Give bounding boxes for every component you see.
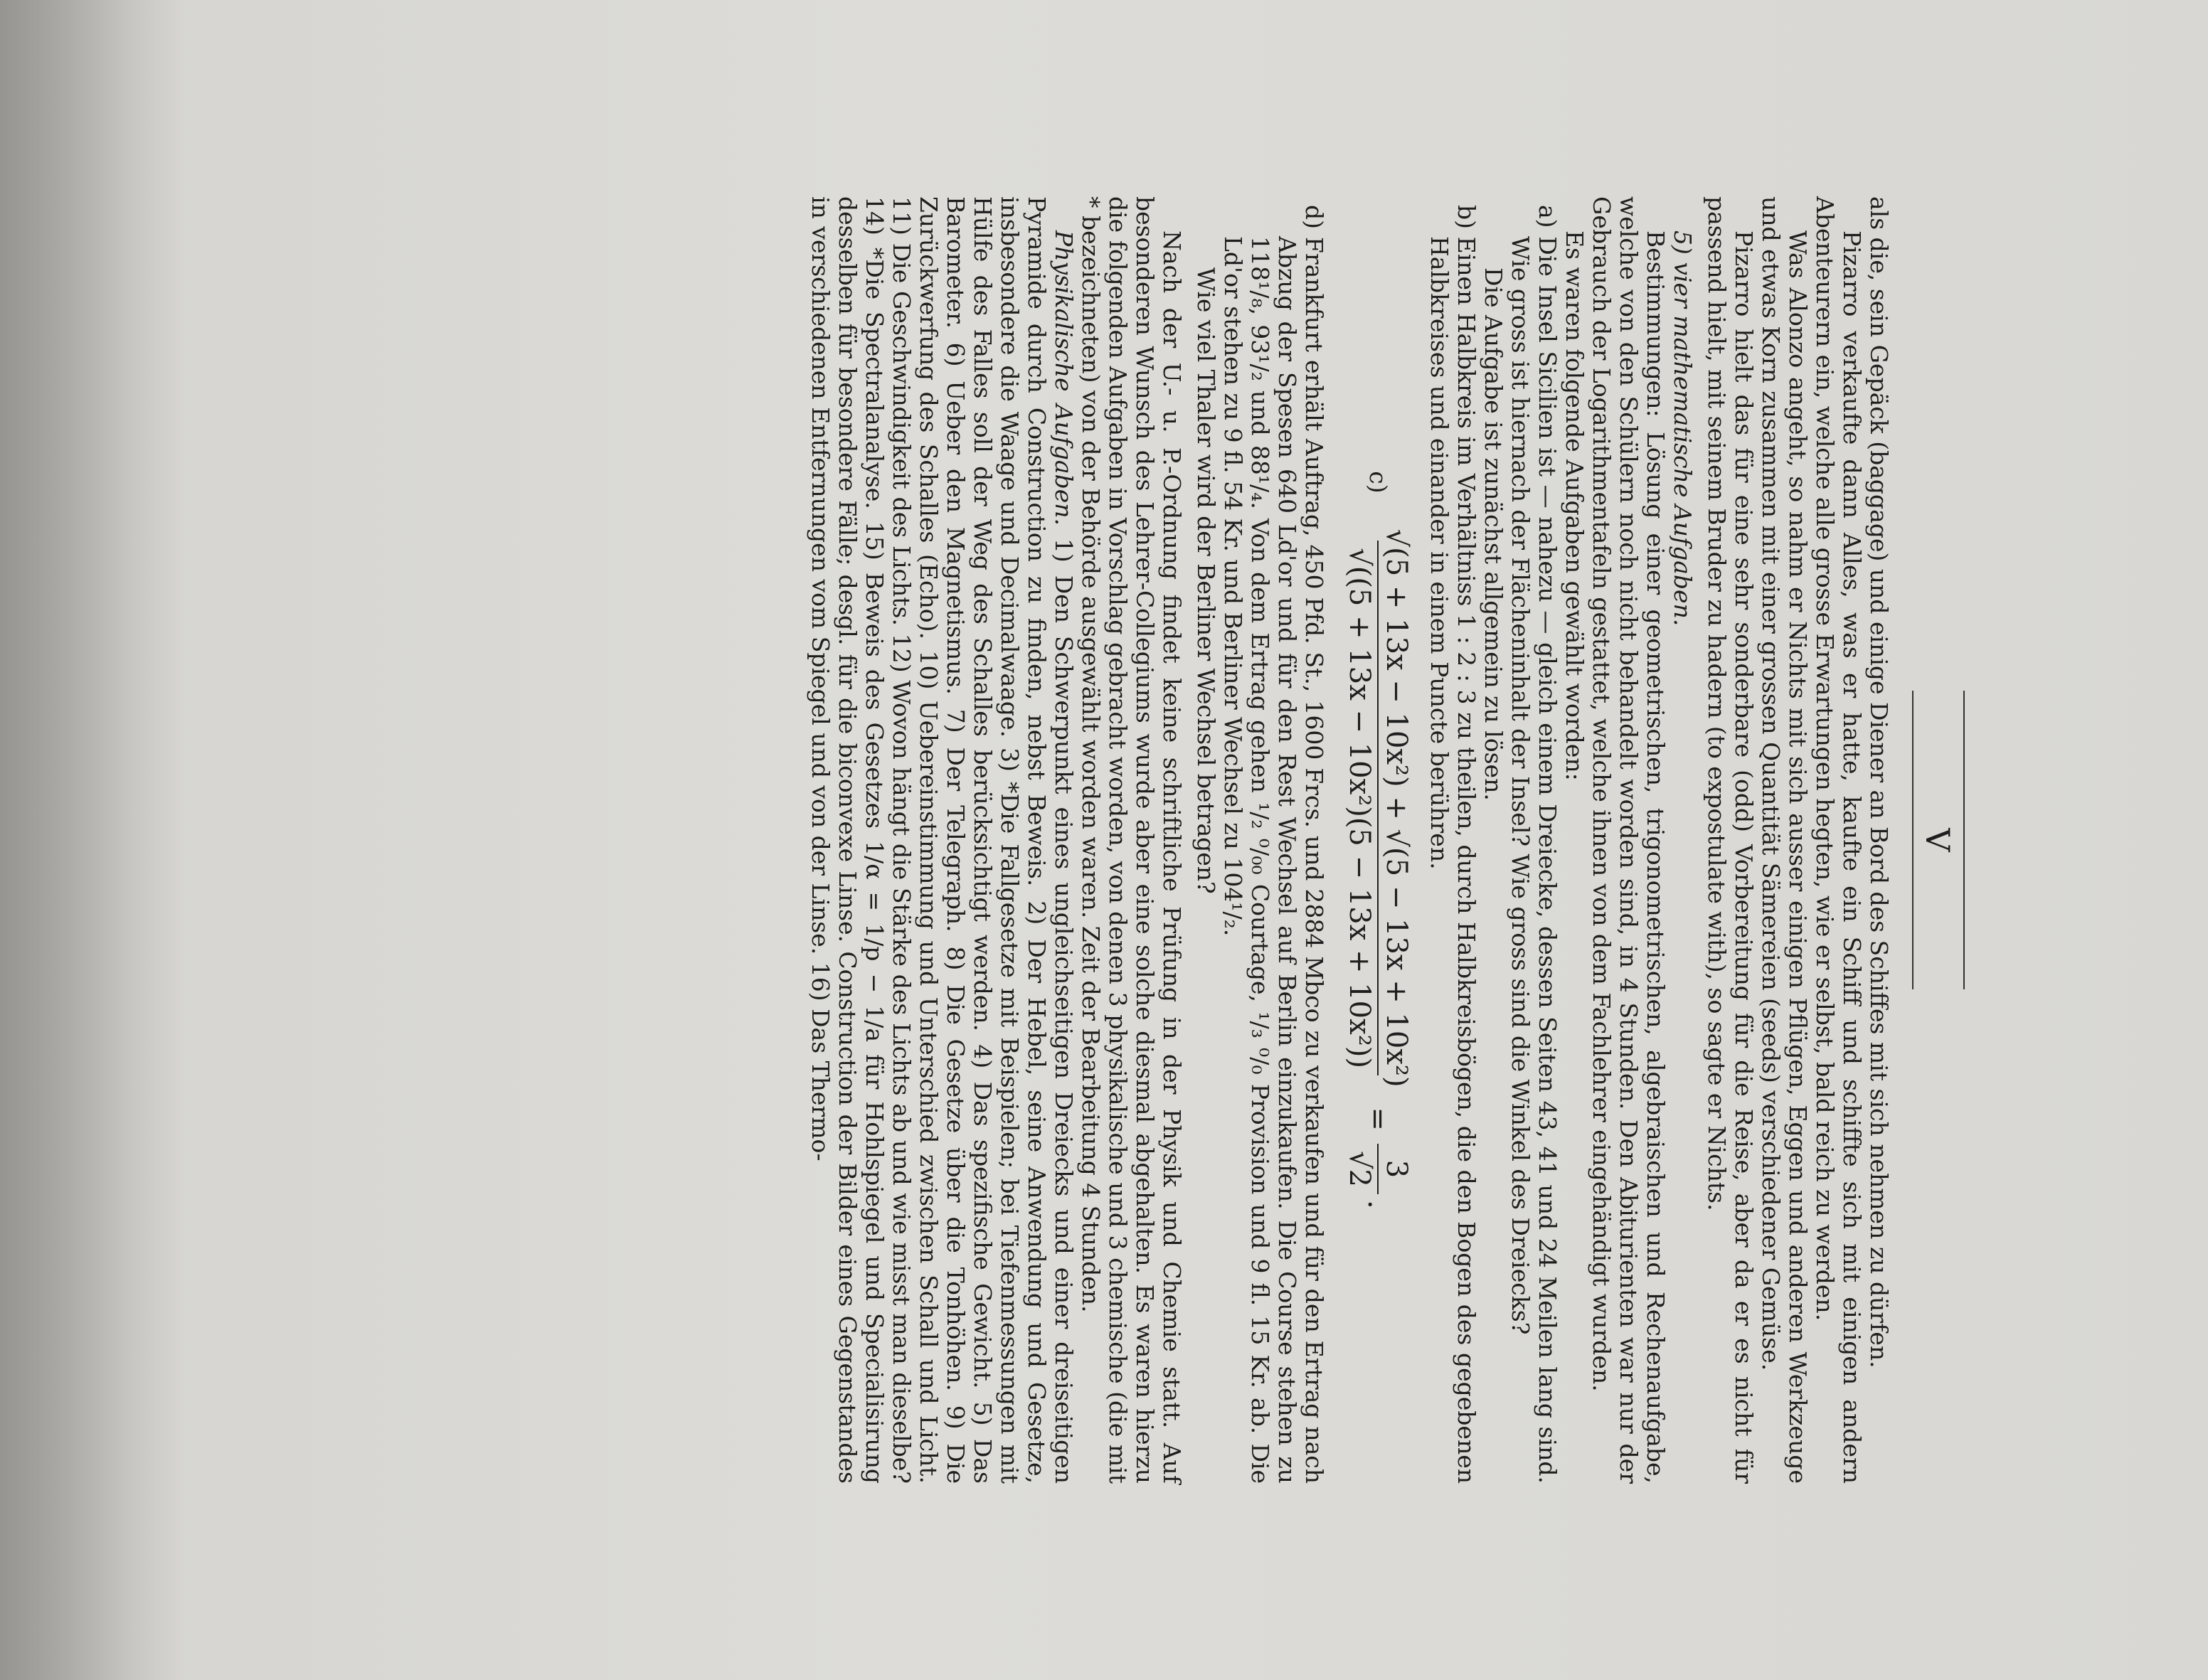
physics-block <box>807 196 1077 1484</box>
item-a-note: Die Aufgabe ist zunächst allgemein zu lösen. <box>1480 267 1507 801</box>
paragraph-4: Pizarro hielt das für eine sehr sonderbare (odd) Vorbereitung für die Reise, aber da er es nicht für passend hielt, mit seinem Bruder zu hadern (to expostulate with), so sagte er Nichts. <box>1703 196 1758 1484</box>
bestimmungen-paragraph: Bestimmungen: Lösung einer geometrischen, trigonometrischen, algebraischen und Rechenaufgabe, welche von den Schülern noch nicht behandelt worden sind, in 4 Stunden. Den Abiturienten war nur der Gebrauch der Logarithmentafeln gestattet, welche ihnen von dem Fachlehrer eingehändigt wurden. <box>1588 196 1670 1484</box>
paragraph-5: Es waren folgende Aufgaben gewählt worden: <box>1561 230 1588 781</box>
formula-dot: . <box>1362 1200 1394 1209</box>
paragraph-6: Nach der U.- u. P.-Ordnung findet keine schriftliche Prüfung in der Physik und Chemie statt. Auf besonderen Wunsch des Lehrer-Collegiums wurde aber eine solche diesmal abgehalten. Es waren hierzu die folgenden Aufgaben in Vorschlag gebracht worden, von denen 3 physikalische und 3 chemische (die mit * bezeichneten) von der Behörde ausgewählt worden waren. Zeit der Bearbeitung 4 Stunden. <box>1077 196 1186 1484</box>
item-a: a) Die Insel Sicilien ist — nahezu — gleich einem Dreiecke, dessen Seiten 43, 41 und 24 Meilen lang sind. Wie gross ist hiernach der Flächeninhalt der Insel? Wie gross sind die Winkel des Dreiecks? <box>1507 205 1561 1484</box>
formula-c <box>1343 196 1413 1484</box>
page-number: V <box>1918 828 1957 852</box>
page-edge-shadow <box>0 0 185 1680</box>
item-b: b) Einen Halbkreis im Verhältniss 1 : 2 : 3 zu theilen, durch Halbkreisbögen, die den Bogen des gegebenen Halbkreises und einander in einem Puncte berühren. <box>1426 205 1480 1484</box>
item-c-label: c) <box>1364 471 1392 494</box>
item-d-question: Wie viel Thaler wird der Berliner Wechsel betragen? <box>1192 267 1220 894</box>
formula-equals: = <box>1362 1107 1394 1132</box>
physics-heading: Physikalische Aufgaben. <box>1050 230 1078 526</box>
paragraph-3: Was Alonzo angeht, so nahm er Nichts mit sich ausser einigen Pflügen, Eggen und anderen Werkzeuge und etwas Korn zusammen mit einer grossen Quantität Sämereien (seeds) verschiedener Gemüse. <box>1757 196 1812 1484</box>
rotated-text-block <box>243 182 1965 1498</box>
header-rule-top <box>1963 691 1965 989</box>
formula-rhs-numerator: 3 <box>1380 1159 1413 1179</box>
paragraph-1: als die, sein Gepäck (baggage) und einige Diener an Bord des Schiffes mit sich nehmen zu dürfen. <box>1865 196 1893 1368</box>
physics-tasks: 1) Den Schwerpunkt eines ungleichseitigen Dreiecks und einer dreiseitigen Pyramide durch Construction zu finden, nebst Beweis. 2) Der Hebel, seine Anwendung und Gesetze, insbesondere die Waage und Decimalwaage. 3) *Die Fallgesetze mit Beispielen; bei Tiefenmessungen mit Hülfe des Falles soll der Weg des Schalles berücksichtigt werden. 4) Das spezifische Gewicht. 5) Das Barometer. 6) Ueber den Magnetismus. 7) Der Telegraph. 8) Die Gesetze über die Tonhöhen. 9) Die Zurückwerfung des Schalles (Echo). 10) Uebereinstimmung und Unterschied zwischen Schall und Licht. 11) Die Geschwindigkeit des Lichts. 12) Wovon hängt die Stärke des Lichts ab und wie misst man dieselbe? 14) *Die Spectralanalyse. 15) Beweis des Gesetzes 1/α = 1/p − 1/a für Hohlspiegel und Specialisirung desselben für besondere Fälle; desgl. für die biconvexe Linse. Construction der Bilder eines Gegenstandes in verschiedenen Entfernungen vom Spiegel und von der Linse. 16) Das Thermo- <box>807 196 1078 1484</box>
header-rule-bottom <box>1912 691 1914 989</box>
paragraph-2: Pizarro verkaufte dann Alles, was er hatte, kaufte ein Schiff und schiffte sich mit einigen andern Abenteurern ein, welche alle grosse Erwartungen hegten, wie er selbst, bald reich zu werden. <box>1811 196 1866 1484</box>
formula-lhs <box>1343 522 1413 1095</box>
item-d: d) Frankfurt erhält Auftrag, 450 Pfd. St., 1600 Frcs. und 2884 Mbco zu verkaufen und für den Ertrag nach Abzug der Spesen 640 Ld'or und für den Rest Wechsel auf Berlin einzukaufen. Die Course stehen zu 118¹/₈, 93¹/₂ und 88¹/₄. Von dem Ertrag gehen ¹/₂ ⁰/₀₀ Courtage, ¹/₃ ⁰/₀ Provision und 9 fl. 15 Kr. ab. Die Ld'or stehen zu 9 fl. 54 Kr. und Berliner Wechsel zu 104¹/₂. <box>1219 205 1328 1484</box>
formula-denominator: √((5 + 13x − 10x²)(5 − 13x + 10x²)) <box>1346 541 1379 1075</box>
formula-rhs-denominator: √2 <box>1346 1144 1379 1194</box>
math-heading: 5) vier mathematische Aufgaben. <box>1669 230 1697 627</box>
formula-rhs <box>1343 1144 1413 1194</box>
formula-numerator: √(5 + 13x − 10x²) + √(5 − 13x + 10x²) <box>1380 528 1413 1088</box>
